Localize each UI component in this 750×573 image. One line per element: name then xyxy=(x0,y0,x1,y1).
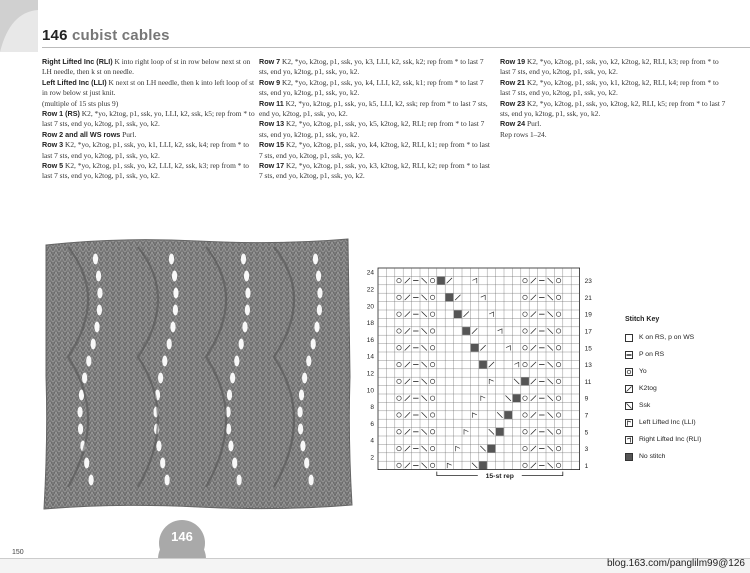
stitch-key-label: P on RS xyxy=(639,351,665,358)
instruction-text: K2, *yo, k2tog, p1, ssk, yo, k2, LLI, k2, ssk, k3; rep from * to last 7 sts, end yo, k2tog, p1, ssk, yo, k2. xyxy=(42,161,249,181)
eyelet-hole xyxy=(77,407,82,418)
eyelet-hole xyxy=(302,373,307,384)
no-stitch-cell xyxy=(479,361,487,369)
stitch-key-label: Left Lifted Inc (LLI) xyxy=(639,419,696,426)
instruction-row-label: Right Lifted Inc (RLI) xyxy=(42,57,113,66)
eyelet-hole xyxy=(97,305,102,316)
instruction-row-label: Row 24 xyxy=(500,119,526,129)
eyelet-hole xyxy=(97,288,102,299)
instruction-paragraph xyxy=(259,99,491,120)
stitch-key-item xyxy=(625,397,701,414)
watermark: blog.163.com/panglilm99@126 xyxy=(606,558,745,569)
chart-row-label-right: 15 xyxy=(584,345,592,353)
chart-row-label-left: 4 xyxy=(370,437,374,445)
eyelet-hole xyxy=(300,441,305,452)
eyelet-hole xyxy=(156,441,161,452)
chart-row-label-right: 19 xyxy=(584,311,592,319)
no-stitch-cell xyxy=(504,411,512,419)
chart-row-label-right: 23 xyxy=(584,278,592,286)
instruction-text: Purl. xyxy=(525,119,542,129)
chart-row-label-left: 12 xyxy=(366,370,374,378)
instruction-row-label: Row 2 and all WS rows xyxy=(42,129,121,139)
stitch-key-item xyxy=(625,329,701,346)
eyelet-hole xyxy=(96,271,101,282)
eyelet-hole xyxy=(313,254,318,265)
instruction-paragraph xyxy=(259,78,491,99)
eyelet-hole xyxy=(91,339,96,350)
stitch-key-label: K2tog xyxy=(639,385,657,392)
chart-row-label-left: 14 xyxy=(366,353,374,361)
instruction-row-label: Row 3 xyxy=(42,140,64,150)
instruction-row-label: Row 1 (RS) xyxy=(42,109,80,119)
instruction-paragraph xyxy=(259,161,491,182)
eyelet-hole xyxy=(93,254,98,265)
chart-row-label-right: 17 xyxy=(584,328,592,336)
eyelet-hole xyxy=(237,475,242,486)
instruction-paragraph xyxy=(259,119,491,140)
title-rule xyxy=(42,47,750,48)
chart-row-label-left: 20 xyxy=(366,303,374,311)
knitting-chart xyxy=(360,262,600,502)
stitch-key-item xyxy=(625,448,701,465)
instruction-paragraph xyxy=(42,57,257,78)
eyelet-hole xyxy=(89,475,94,486)
eyelet-hole xyxy=(241,254,246,265)
eyelet-hole xyxy=(165,475,170,486)
instruction-paragraph xyxy=(42,78,257,99)
instruction-paragraph xyxy=(42,161,257,182)
eyelet-hole xyxy=(242,322,247,333)
instruction-paragraph xyxy=(500,119,730,129)
no-stitch-cell xyxy=(446,294,454,302)
stitch-key-label: Yo xyxy=(639,368,647,375)
eyelet-hole xyxy=(317,288,322,299)
eyelet-hole xyxy=(311,339,316,350)
chart-row-label-left: 6 xyxy=(370,420,374,428)
stitch-key-label: K on RS, p on WS xyxy=(639,334,695,341)
instruction-text: K next st on LH needle, then k into left loop of st in row below st just knit. xyxy=(42,77,255,98)
instruction-text: Purl. xyxy=(120,129,137,139)
no-stitch-cell xyxy=(454,310,462,318)
eyelet-hole xyxy=(299,390,304,401)
instruction-row-label: Row 19 xyxy=(500,57,526,66)
instruction-paragraph xyxy=(42,140,257,161)
eyelet-hole xyxy=(245,288,250,299)
rep-label: 15-st rep xyxy=(485,473,514,481)
instruction-paragraph xyxy=(42,99,257,109)
eyelet-hole xyxy=(173,288,178,299)
instruction-paragraph xyxy=(500,99,730,120)
instruction-text: K2, *yo, k2tog, p1, ssk, yo, k3, LLI, k2, ssk, k2; rep from * to last 7 sts, end yo, k2tog, p1, ssk, yo, k2. xyxy=(259,57,484,77)
page-number: 150 xyxy=(12,549,24,556)
instruction-row-label: Left Lifted Inc (LLI) xyxy=(42,77,107,87)
no-stitch-cell xyxy=(496,428,504,436)
eyelet-hole xyxy=(244,271,249,282)
knitted-swatch-photo xyxy=(38,237,356,514)
eyelet-hole xyxy=(314,322,319,333)
eyelet-hole xyxy=(227,390,232,401)
stitch-key-item xyxy=(625,380,701,397)
instruction-row-label: Row 15 xyxy=(259,140,285,150)
instruction-text: K2, *yo, k2tog, p1, ssk, yo, k5, LLI, k2, ssk; rep from * to last 7 sts, end yo, k2tog, p1, ssk, yo, k2. xyxy=(259,98,488,119)
stitch-key-label: No stitch xyxy=(639,453,666,460)
stitch-key-item xyxy=(625,414,701,431)
instruction-paragraph xyxy=(259,140,491,161)
corner-decoration xyxy=(0,0,38,52)
ssk-icon xyxy=(625,402,633,410)
chart-row-label-right: 3 xyxy=(584,446,589,454)
eyelet-hole xyxy=(304,458,309,469)
chart-row-label-right: 11 xyxy=(584,378,592,386)
chart-row-label-left: 22 xyxy=(366,286,374,294)
eyelet-hole xyxy=(297,407,302,418)
no-stitch-cell xyxy=(437,277,445,285)
instruction-text: Rep rows 1–24. xyxy=(500,129,547,139)
stitch-key-item xyxy=(625,363,701,380)
eyelet-hole xyxy=(84,458,89,469)
no-stitch-cell xyxy=(488,445,496,453)
chart-row-label-right: 1 xyxy=(584,462,589,470)
instruction-row-label: Row 5 xyxy=(42,161,64,171)
eyelet-hole xyxy=(316,271,321,282)
eyelet-hole xyxy=(245,305,250,316)
instruction-text: K into right loop of st in row below next st on LH needle, then k st on needle. xyxy=(42,57,251,77)
no-stitch-cell xyxy=(521,378,529,386)
eyelet-hole xyxy=(306,356,311,367)
instruction-text: K2, *yo, k2tog, p1, ssk, yo, k3, k2tog, k2, RLI, k2; rep from * to last 7 sts, end yo, k2tog, p1, ssk, yo, k2. xyxy=(259,161,490,181)
instruction-text: K2, *yo, k2tog, p1, ssk, yo, k1, k2tog, k2, RLI, k4; rep from * to last 7 sts, end yo, k2tog, p1, ssk, yo, k2. xyxy=(500,77,719,98)
chart-row-label-left: 24 xyxy=(366,269,374,277)
eyelet-hole xyxy=(167,339,172,350)
instruction-row-label: Row 17 xyxy=(259,161,285,171)
no-stitch-cell xyxy=(462,327,470,335)
instruction-text: K2, *yo, k2tog, p1, ssk, yo, k4, k2tog, k2, RLI, k1; rep from * to last 7 sts, end yo, k2tog, p1, ssk, yo, k2. xyxy=(259,140,490,160)
instruction-paragraph xyxy=(500,78,730,99)
instruction-row-label: Row 21 xyxy=(500,77,526,87)
stitch-key-item xyxy=(625,431,701,448)
eyelet-hole xyxy=(162,356,167,367)
k2tog-icon xyxy=(625,385,633,393)
chart-row-label-left: 8 xyxy=(370,404,374,412)
chart-row-label-right: 9 xyxy=(584,395,589,403)
eyelet-hole xyxy=(298,424,303,435)
eyelet-hole xyxy=(94,322,99,333)
eyelet-hole xyxy=(78,424,83,435)
instruction-paragraph xyxy=(500,130,730,140)
chart-row-label-right: 13 xyxy=(584,362,592,370)
instruction-row-label: Row 11 xyxy=(259,98,284,108)
eyelet-hole xyxy=(239,339,244,350)
dash-icon xyxy=(625,351,633,359)
instruction-row-label: Row 13 xyxy=(259,119,285,129)
eyelet-hole xyxy=(228,441,233,452)
nostitch-icon xyxy=(625,453,633,461)
pattern-title xyxy=(42,27,170,44)
instruction-row-label: Row 9 xyxy=(259,77,281,87)
blank-icon xyxy=(625,334,633,342)
stitch-key-label: Right Lifted Inc (RLI) xyxy=(639,436,702,443)
eyelet-hole xyxy=(172,271,177,282)
instruction-text: K2, *yo, k2tog, p1, ssk, yo, LLI, k2, ssk, k5; rep from * to last 7 sts, end yo, k2tog, p1, ssk, yo, k2. xyxy=(42,109,255,129)
instructions-column-1 xyxy=(42,57,257,182)
instruction-row-label: Row 7 xyxy=(259,57,281,66)
lli-icon xyxy=(625,419,633,427)
instruction-text: K2, *yo, k2tog, p1, ssk, yo, k2, k2tog, k2, RLI, k3; rep from * to last 7 sts, end yo, k2tog, p1, ssk, yo, k2. xyxy=(500,57,719,77)
chart-row-label-left: 2 xyxy=(370,454,374,462)
eyelet-hole xyxy=(160,458,165,469)
eyelet-hole xyxy=(158,373,163,384)
chart-row-label-right: 21 xyxy=(584,294,592,302)
eyelet-hole xyxy=(86,356,91,367)
eyelet-hole xyxy=(173,305,178,316)
yo-icon xyxy=(625,368,633,376)
instruction-paragraph xyxy=(500,57,730,78)
eyelet-hole xyxy=(82,373,87,384)
instruction-paragraph xyxy=(259,57,491,78)
eyelet-hole xyxy=(170,322,175,333)
instruction-paragraph xyxy=(42,130,257,140)
eyelet-hole xyxy=(230,373,235,384)
eyelet-hole xyxy=(234,356,239,367)
stitch-key-label: Ssk xyxy=(639,402,651,409)
instructions-column-2 xyxy=(259,57,491,182)
chart-row-label-right: 5 xyxy=(584,429,589,437)
stitch-key xyxy=(625,316,701,465)
instruction-text: K2, *yo, k2tog, p1, ssk, yo, k4, LLI, k2, ssk, k1; rep from * to last 7 sts, end yo, k2tog, p1, ssk, yo, k2. xyxy=(259,77,484,98)
chart-row-label-left: 16 xyxy=(366,336,374,344)
no-stitch-cell xyxy=(479,462,487,470)
instruction-text: (multiple of 15 sts plus 9) xyxy=(42,98,119,108)
chart-row-label-left: 10 xyxy=(366,387,374,395)
chart-row-label-right: 7 xyxy=(584,412,589,420)
page-badge-number: 146 xyxy=(171,529,193,544)
pattern-number: 146 xyxy=(42,27,68,44)
instructions-column-3 xyxy=(500,57,730,140)
pattern-name: cubist cables xyxy=(72,27,170,44)
rli-icon xyxy=(625,436,633,444)
eyelet-hole xyxy=(309,475,314,486)
eyelet-hole xyxy=(317,305,322,316)
chart-row-label-left: 18 xyxy=(366,320,374,328)
stitch-key-item xyxy=(625,346,701,363)
no-stitch-cell xyxy=(513,394,521,402)
eyelet-hole xyxy=(232,458,237,469)
instruction-text: K2, *yo, k2tog, p1, ssk, yo, k1, LLI, k2, ssk, k4; rep from * to last 7 sts, end yo, k2tog, p1, ssk, yo, k2. xyxy=(42,140,249,160)
no-stitch-cell xyxy=(471,344,479,352)
instruction-paragraph xyxy=(42,109,257,130)
stitch-key-title: Stitch Key xyxy=(625,316,660,323)
eyelet-hole xyxy=(169,254,174,265)
instruction-text: K2, *yo, k2tog, p1, ssk, yo, k2tog, k2, RLI, k5; rep from * to last 7 sts, end yo, k2tog, p1, ssk, yo, k2. xyxy=(500,98,726,119)
instruction-row-label: Row 23 xyxy=(500,98,526,108)
instruction-text: K2, *yo, k2tog, p1, ssk, yo, k5, k2tog, k2, RLI; rep from * to last 7 sts, end yo, k2tog, p1, ssk, yo, k2. xyxy=(259,119,485,139)
